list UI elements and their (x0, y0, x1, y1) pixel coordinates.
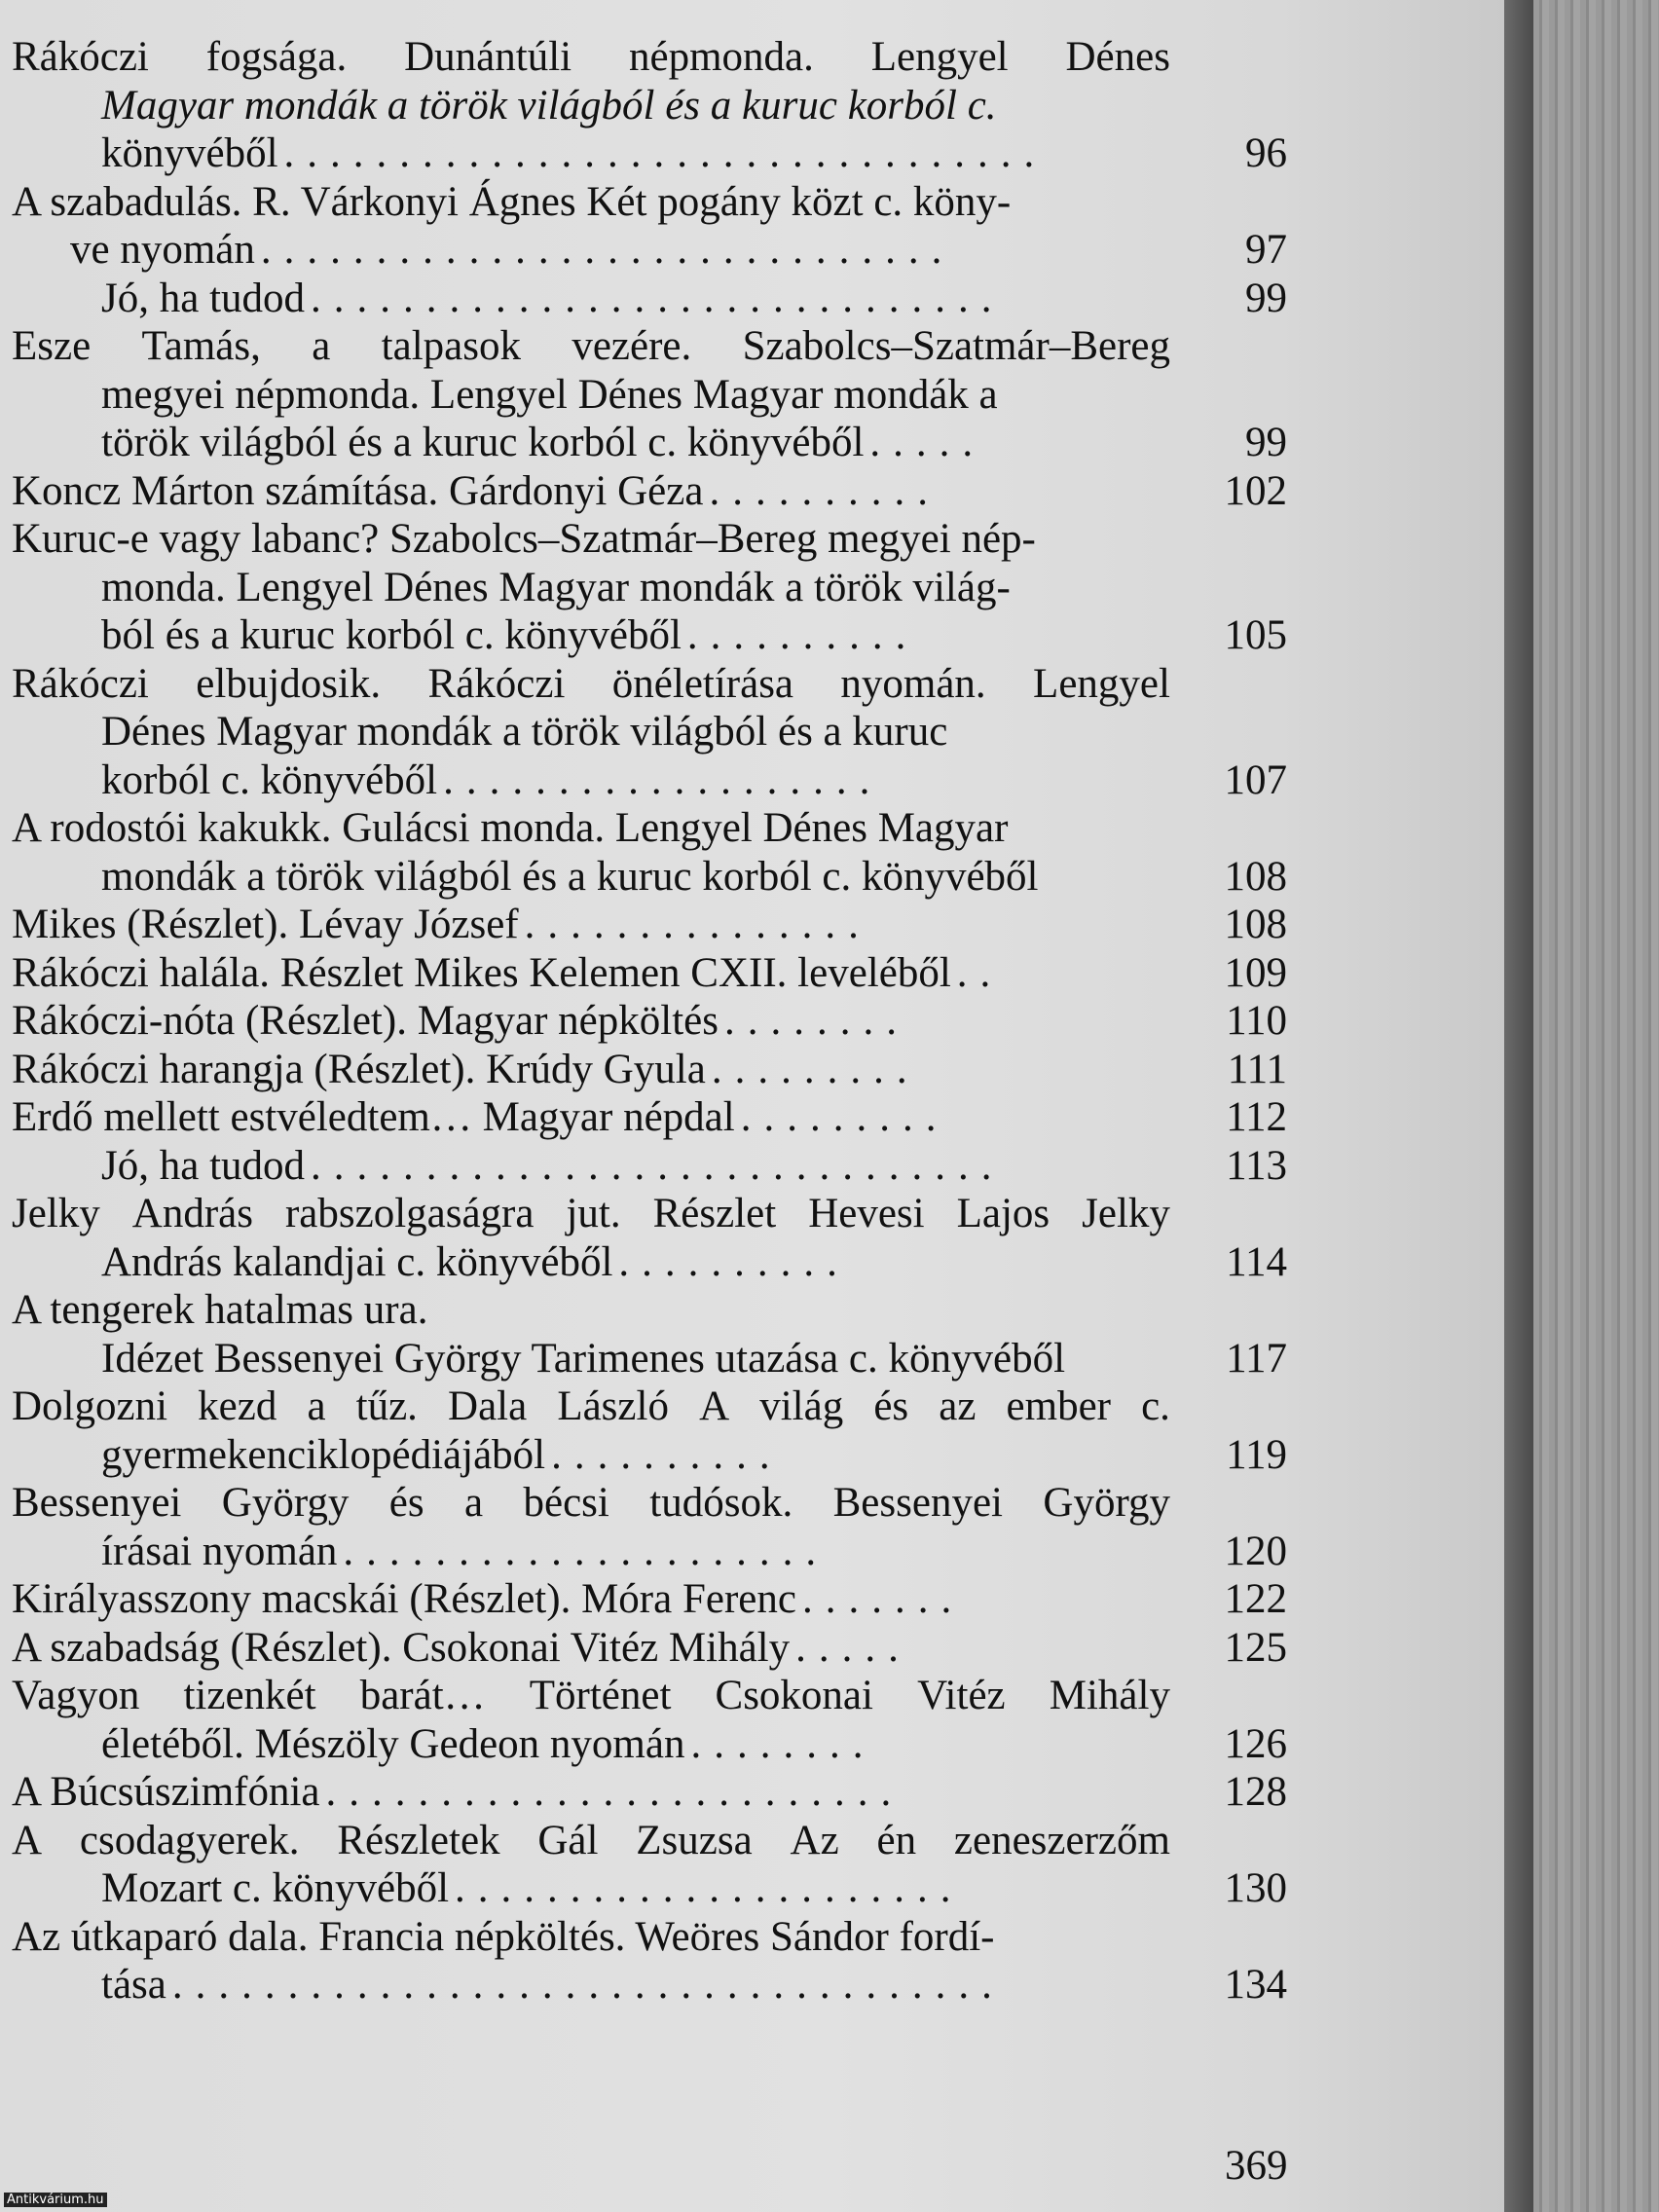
toc-line: írásai nyomán ..................... 120 (101, 1528, 1287, 1574)
toc-line: Rákóczi elbujdosik. Rákóczi önéletírása nyomán. Lengyel (12, 660, 1170, 707)
toc-line: mondák a török világból és a kuruc korból c. könyvéből 108 (101, 853, 1287, 900)
toc-line: Erdő mellett estvéledtem… Magyar népdal ......... 112 (12, 1094, 1287, 1140)
adjacent-page-stack (1533, 0, 1659, 2212)
toc-line: A Búcsúszimfónia ......................... 128 (12, 1769, 1287, 1815)
leader-dots: .. (956, 949, 1004, 996)
page-number: 113 (1226, 1142, 1287, 1189)
toc-line: Királyasszony macskái (Részlet). Móra Ferenc ....... 122 (12, 1576, 1287, 1622)
leader-dots: ......... (711, 1046, 920, 1092)
page-number: 134 (1224, 1962, 1287, 2008)
toc-line: ve nyomán .............................. 97 (70, 227, 1287, 273)
leader-dots: ..... (869, 420, 986, 465)
leader-dots: ........ (723, 998, 909, 1044)
toc-line: gyermekenciklopédiájából .......... 119 (101, 1431, 1287, 1478)
leader-dots: ................... (443, 756, 883, 803)
page-number: 107 (1224, 756, 1287, 803)
toc-line: Vagyon tizenkét barát… Történet Csokonai Vitéz Mihály (12, 1673, 1170, 1718)
page-number: 126 (1224, 1720, 1287, 1767)
page-edge-shadow (1504, 0, 1533, 2212)
toc-line: Esze Tamás, a talpasok vezére. Szabolcs–Szatmár–Bereg (12, 323, 1170, 369)
toc-line (12, 82, 1287, 130)
toc-line: Mikes (Részlet). Lévay József ............... 108 (12, 902, 1287, 947)
toc-line: Dénes Magyar mondák a török világból és a kuruc (101, 709, 948, 755)
page-number: 130 (1224, 1865, 1287, 1911)
toc-line: megyei népmonda. Lengyel Dénes Magyar mondák a (101, 371, 998, 418)
leader-dots: .......... (618, 1238, 850, 1285)
toc-line: Jó, ha tudod .............................. 99 (101, 275, 1287, 321)
leader-dots: ................................. (283, 130, 1048, 176)
toc-line: Kuruc-e vagy labanc? Szabolcs–Szatmár–Bereg megyei nép- (12, 516, 1036, 562)
toc-line: Jó, ha tudod .............................. 113 (101, 1142, 1287, 1189)
leader-dots: .................................... (171, 1962, 1005, 2008)
page-number: 99 (1245, 275, 1287, 321)
leader-dots: ......................... (325, 1769, 904, 1815)
page-number: 122 (1224, 1576, 1287, 1622)
toc-line: Az útkaparó dala. Francia népköltés. Weöres Sándor fordí- (12, 1913, 995, 1960)
page-number: 117 (1226, 1335, 1287, 1382)
toc-line: tása .................................... 134 (101, 1962, 1287, 2008)
toc-line: török világból és a kuruc korból c. könyvéből ..... 99 (101, 420, 1287, 465)
page-number: 112 (1226, 1094, 1287, 1140)
leader-dots: .......... (709, 467, 940, 514)
page-number: 114 (1226, 1238, 1287, 1285)
toc-line: A szabadság (Részlet). Csokonai Vitéz Mihály ..... 125 (12, 1624, 1287, 1671)
leader-dots: .......... (686, 612, 919, 658)
page-number: 102 (1224, 467, 1287, 514)
page-number: 111 (1227, 1046, 1287, 1092)
page-number: 120 (1224, 1528, 1287, 1574)
page-number: 125 (1224, 1624, 1287, 1671)
toc-line: Rákóczi fogsága. Dunántúli népmonda. Lengyel Dénes (12, 34, 1170, 80)
page-number: 108 (1224, 853, 1287, 900)
leader-dots: ....... (801, 1576, 965, 1622)
toc-line: A szabadulás. R. Várkonyi Ágnes Két pogány közt c. köny- (12, 178, 1012, 225)
page-number: 97 (1245, 227, 1287, 273)
toc-line-text: Magyar mondák a török világból és a kuruc korból c. (101, 82, 997, 129)
toc-line: Bessenyei György és a bécsi tudósok. Bessenyei György (12, 1480, 1170, 1526)
leader-dots: ........ (690, 1720, 876, 1767)
leader-dots: .............................. (311, 275, 1005, 321)
page-folio: 369 (1225, 2143, 1288, 2189)
toc-line: Koncz Márton számítása. Gárdonyi Géza .......... 102 (12, 467, 1287, 514)
leader-dots: ...................... (455, 1865, 964, 1911)
table-of-contents (12, 33, 1287, 2009)
toc-line: Mozart c. könyvéből ...................... 130 (101, 1865, 1287, 1911)
leader-dots: .......... (551, 1431, 783, 1478)
toc-line: Rákóczi-nóta (Részlet). Magyar népköltés ........ 110 (12, 998, 1287, 1044)
toc-line: Rákóczi halála. Részlet Mikes Kelemen CXII. leveléből .. 109 (12, 949, 1287, 996)
page-number: 108 (1224, 902, 1287, 947)
toc-line: Idézet Bessenyei György Tarimenes utazása c. könyvéből 117 (101, 1335, 1287, 1382)
page-number: 105 (1224, 612, 1287, 658)
toc-line: ból és a kuruc korból c. könyvéből .......... 105 (101, 612, 1287, 658)
leader-dots: ......... (740, 1094, 949, 1140)
toc-line: A rodostói kakukk. Gulácsi monda. Lengyel Dénes Magyar (12, 805, 1009, 851)
leader-dots: ............... (524, 902, 871, 947)
leader-dots: .............................. (311, 1142, 1005, 1189)
watermark: Antikvárium.hu (4, 2193, 107, 2207)
page-number: 119 (1226, 1431, 1287, 1478)
toc-line: korból c. könyvéből ................... 107 (101, 756, 1287, 803)
toc-line: András kalandjai c. könyvéből .......... 114 (101, 1238, 1287, 1285)
page-number: 128 (1224, 1769, 1287, 1815)
page-number: 99 (1245, 420, 1287, 465)
leader-dots: .............................. (260, 227, 955, 273)
toc-line: monda. Lengyel Dénes Magyar mondák a török világ- (101, 564, 1011, 610)
toc-line: Jelky András rabszolgaságra jut. Részlet Hevesi Lajos Jelky (12, 1191, 1170, 1236)
toc-line: A tengerek hatalmas ura. (12, 1287, 428, 1333)
toc-line: Dolgozni kezd a tűz. Dala László A világ és az ember c. (12, 1383, 1170, 1429)
toc-line: A csodagyerek. Részletek Gál Zsuzsa Az én zeneszerzőm (12, 1817, 1170, 1863)
page-number: 110 (1226, 998, 1287, 1044)
leader-dots: ..... (795, 1624, 911, 1671)
toc-line: életéből. Mészöly Gedeon nyomán ........ 126 (101, 1720, 1287, 1767)
page-number: 96 (1245, 130, 1287, 176)
leader-dots: ..................... (343, 1528, 830, 1574)
page-number: 109 (1224, 949, 1287, 996)
toc-line: Rákóczi harangja (Részlet). Krúdy Gyula ......... 111 (12, 1046, 1287, 1092)
toc-line: könyvéből ................................. 96 (101, 130, 1287, 176)
